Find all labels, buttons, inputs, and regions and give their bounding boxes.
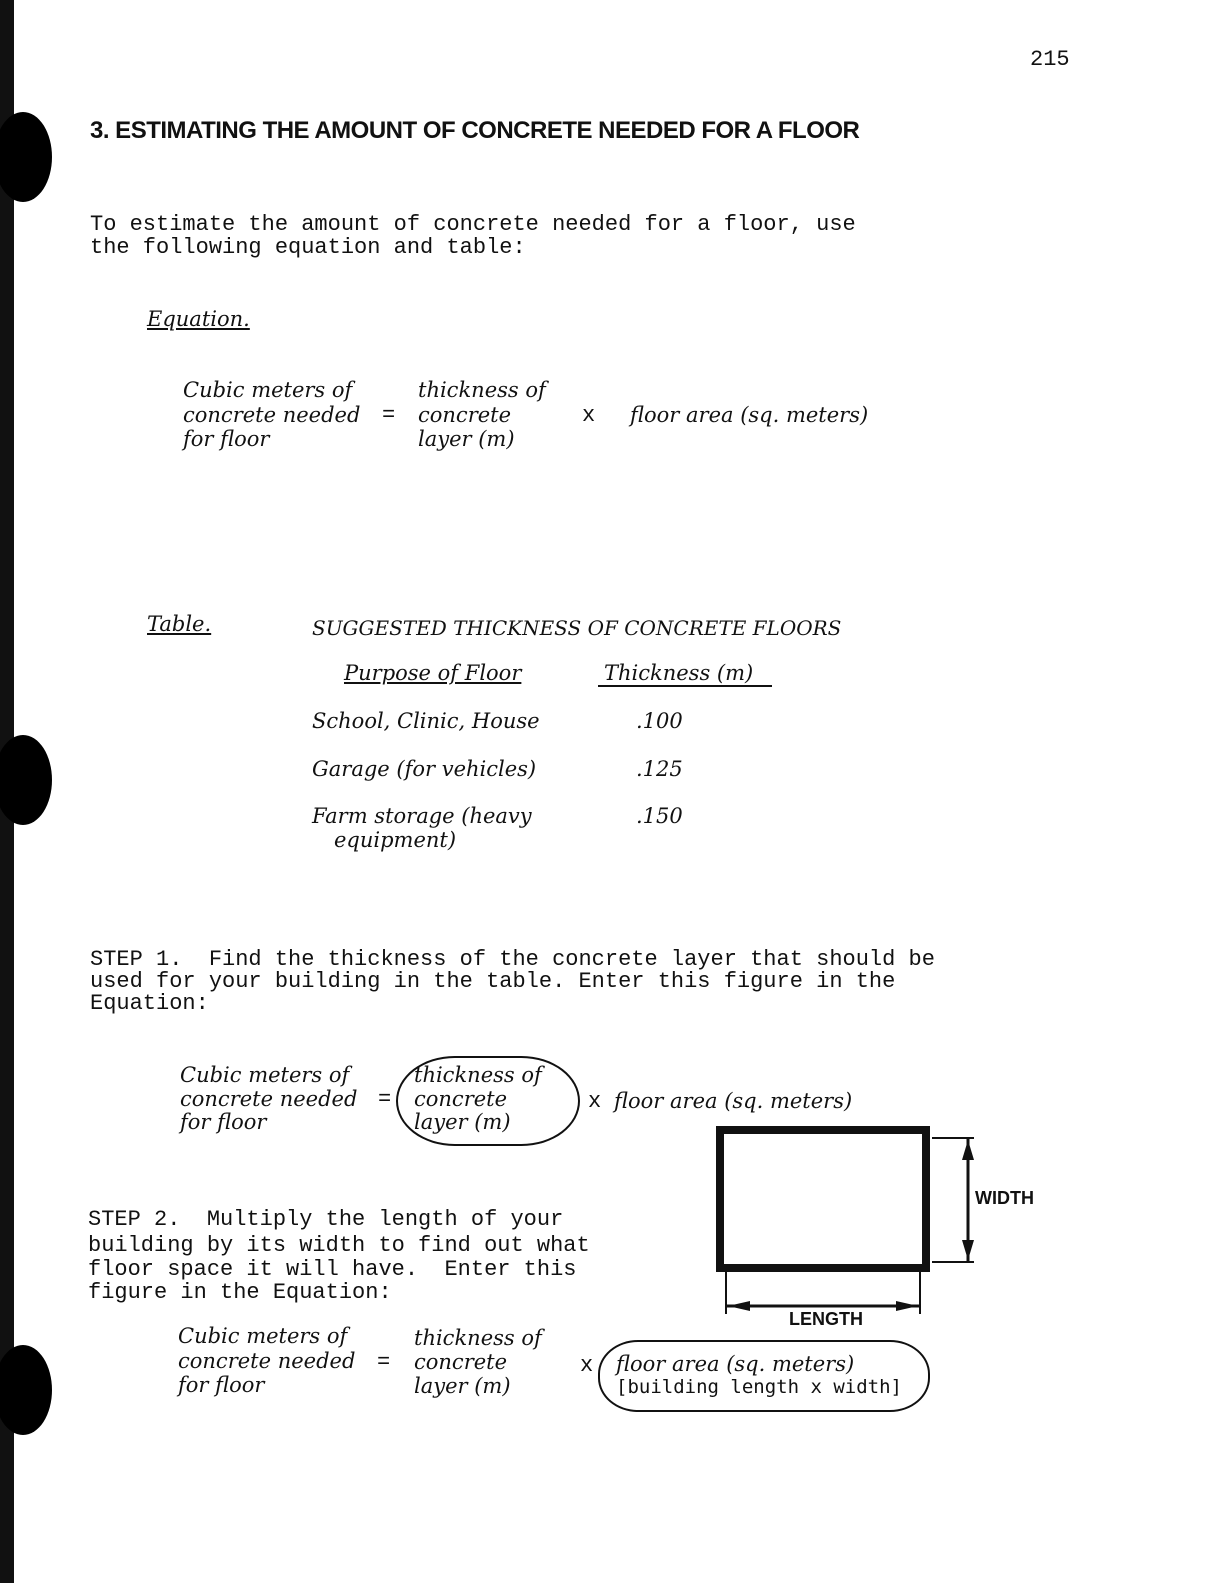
punch-hole-3 [0, 1345, 52, 1435]
intro-line-2: the following equation and table: [90, 235, 526, 260]
step2-eq-area-note: [building length x width] [616, 1376, 902, 1398]
step2-line-4: figure in the Equation: [88, 1280, 392, 1305]
equation-thickness-2: concrete [418, 403, 512, 427]
step2-eq-times: x [580, 1353, 594, 1378]
equation-label: Equation. [147, 307, 250, 331]
width-label: WIDTH [975, 1188, 1034, 1208]
dimension-lines [700, 1120, 1020, 1320]
step2-eq-lhs-2: concrete needed [178, 1349, 356, 1373]
table-row-3-thickness: .150 [636, 804, 683, 828]
step2-eq-thickness-1: thickness of [414, 1326, 542, 1350]
page-number: 215 [1030, 47, 1070, 72]
equation-lhs-1: Cubic meters of [183, 378, 353, 402]
step2-eq-equals: = [377, 1350, 391, 1375]
step1-eq-times: x [588, 1089, 602, 1114]
table-row-2-purpose: Garage (for vehicles) [312, 757, 537, 781]
step2-eq-area: floor area (sq. meters) [616, 1352, 855, 1376]
punch-hole-1 [0, 112, 52, 202]
table-header-rule [598, 685, 772, 687]
punch-hole-2 [0, 735, 52, 825]
step1-eq-thickness-2: concrete [414, 1087, 508, 1111]
table-row-1-thickness: .100 [636, 709, 683, 733]
step1-eq-lhs-2: concrete needed [180, 1087, 358, 1111]
equation-times: x [582, 403, 596, 428]
step1-eq-lhs-1: Cubic meters of [180, 1063, 350, 1087]
table-row-2-thickness: .125 [636, 757, 683, 781]
equation-lhs-2: concrete needed [183, 403, 361, 427]
step2-eq-lhs-3: for floor [178, 1373, 265, 1397]
step1-line-1: STEP 1. Find the thickness of the concrete layer that should be [90, 947, 935, 972]
step1-eq-thickness-1: thickness of [414, 1063, 542, 1087]
step1-eq-area: floor area (sq. meters) [614, 1089, 853, 1113]
equation-thickness-3: layer (m) [418, 427, 515, 451]
table-header-thickness: Thickness (m) [604, 661, 754, 685]
intro-line-1: To estimate the amount of concrete needed for a floor, use [90, 212, 856, 237]
step2-eq-lhs-1: Cubic meters of [178, 1324, 348, 1348]
step2-eq-thickness-3: layer (m) [414, 1374, 511, 1398]
step2-line-3: floor space it will have. Enter this [88, 1257, 577, 1282]
step1-eq-lhs-3: for floor [180, 1110, 267, 1134]
table-row-3-purpose-cont: equipment) [334, 828, 457, 852]
step2-line-1: STEP 2. Multiply the length of your [88, 1207, 564, 1232]
table-caption: SUGGESTED THICKNESS OF CONCRETE FLOORS [312, 616, 842, 640]
step1-line-2: used for your building in the table. Enter this figure in the [90, 969, 896, 994]
step2-line-2: building by its width to find out what [88, 1233, 590, 1258]
equation-lhs-3: for floor [183, 427, 270, 451]
table-row-3-purpose: Farm storage (heavy [312, 804, 532, 828]
equation-equals: = [382, 403, 396, 428]
step2-eq-thickness-2: concrete [414, 1350, 508, 1374]
step1-eq-thickness-3: layer (m) [414, 1110, 511, 1134]
length-label: LENGTH [789, 1309, 863, 1329]
table-label: Table. [147, 612, 212, 636]
equation-area: floor area (sq. meters) [630, 403, 869, 427]
equation-thickness-1: thickness of [418, 378, 546, 402]
table-header-purpose: Purpose of Floor [344, 661, 522, 685]
table-row-1-purpose: School, Clinic, House [312, 709, 540, 733]
step1-line-3: Equation: [90, 991, 209, 1016]
page-title: 3. ESTIMATING THE AMOUNT OF CONCRETE NEEDED FOR A FLOOR [90, 117, 860, 144]
step1-eq-equals: = [378, 1087, 392, 1112]
